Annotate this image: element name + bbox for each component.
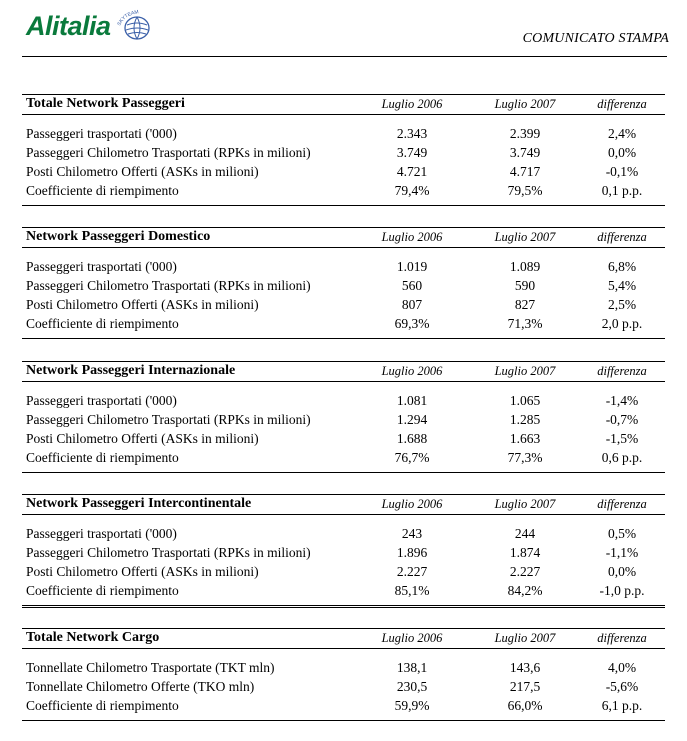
- value-2006: 76,7%: [394, 450, 430, 465]
- column-header-2007: Luglio 2007: [494, 497, 556, 511]
- value-diff: 0,6 p.p.: [601, 450, 643, 465]
- row-label: Passeggeri trasportati ('000): [26, 259, 177, 274]
- value-2007: 1.285: [509, 412, 541, 427]
- value-2007: 71,3%: [507, 316, 543, 331]
- column-header-diff: differenza: [597, 631, 647, 645]
- value-diff: 0,0%: [607, 145, 637, 160]
- value-2006: 1.896: [396, 545, 428, 560]
- value-2007: 1.874: [509, 545, 541, 560]
- table-row: [22, 562, 665, 581]
- value-2006: 3.749: [396, 145, 428, 160]
- row-label: Coefficiente di riempimento: [26, 698, 179, 713]
- column-header-2007: Luglio 2007: [494, 97, 556, 111]
- value-diff: -1,4%: [605, 393, 639, 408]
- table-row: [22, 295, 665, 314]
- table-row: [22, 276, 665, 295]
- section-title: Network Passeggeri Domestico: [26, 229, 211, 244]
- row-label: Tonnellate Chilometro Offerte (TKO mln): [26, 679, 255, 694]
- row-label: Posti Chilometro Offerti (ASKs in milioni): [26, 164, 259, 179]
- value-diff: 6,1 p.p.: [601, 698, 643, 713]
- value-2006: 807: [401, 297, 423, 312]
- header-rule: [22, 56, 667, 57]
- row-label: Passeggeri Chilometro Trasportati (RPKs in milioni): [26, 145, 311, 160]
- section-header: [22, 94, 665, 115]
- column-header-2007: Luglio 2007: [494, 364, 556, 378]
- value-diff: 2,4%: [607, 126, 637, 141]
- value-diff: -0,7%: [605, 412, 639, 427]
- section-rule: [22, 472, 665, 473]
- value-2007: 77,3%: [507, 450, 543, 465]
- row-label: Coefficiente di riempimento: [26, 450, 179, 465]
- row-label: Passeggeri Chilometro Trasportati (RPKs in milioni): [26, 412, 311, 427]
- section-title: Totale Network Cargo: [26, 630, 160, 645]
- table-row: [22, 581, 665, 600]
- value-diff: -5,6%: [605, 679, 639, 694]
- value-2006: 85,1%: [394, 583, 430, 598]
- table-row: [22, 257, 665, 276]
- row-label: Tonnellate Chilometro Trasportate (TKT mln): [26, 660, 275, 675]
- value-2006: 1.294: [396, 412, 428, 427]
- value-2006: 243: [401, 526, 423, 541]
- value-2007: 79,5%: [507, 183, 543, 198]
- value-2007: 4.717: [509, 164, 541, 179]
- value-2007: 1.065: [509, 393, 541, 408]
- value-2007: 217,5: [509, 679, 541, 694]
- value-diff: 2,0 p.p.: [601, 316, 643, 331]
- column-header-2007: Luglio 2007: [494, 631, 556, 645]
- document-header: [0, 0, 687, 60]
- value-2006: 4.721: [396, 164, 428, 179]
- table-row: [22, 696, 665, 715]
- value-diff: 4,0%: [607, 660, 637, 675]
- alitalia-logo: [26, 8, 155, 44]
- section-rule: [22, 205, 665, 206]
- section-header: [22, 227, 665, 248]
- section-network-passeggeri-domestico: [22, 227, 665, 339]
- section-header: [22, 361, 665, 382]
- section-header: [22, 494, 665, 515]
- value-diff: 0,1 p.p.: [601, 183, 643, 198]
- section-title: Network Passeggeri Internazionale: [26, 363, 236, 378]
- row-label: Posti Chilometro Offerti (ASKs in milioni): [26, 564, 259, 579]
- row-label: Passeggeri trasportati ('000): [26, 393, 177, 408]
- table-row: [22, 677, 665, 696]
- column-header-diff: differenza: [597, 364, 647, 378]
- value-2007: 2.227: [509, 564, 541, 579]
- value-2006: 230,5: [396, 679, 428, 694]
- svg-text:SKYTEAM: SKYTEAM: [115, 9, 139, 27]
- table-row: [22, 429, 665, 448]
- row-label: Passeggeri trasportati ('000): [26, 526, 177, 541]
- section-title: Network Passeggeri Intercontinentale: [26, 496, 252, 511]
- section-header: [22, 628, 665, 649]
- table-row: [22, 543, 665, 562]
- value-2006: 79,4%: [394, 183, 430, 198]
- value-diff: -0,1%: [605, 164, 639, 179]
- row-label: Posti Chilometro Offerti (ASKs in milioni): [26, 297, 259, 312]
- value-2007: 3.749: [509, 145, 541, 160]
- table-row: [22, 181, 665, 200]
- column-header-2006: Luglio 2006: [381, 97, 443, 111]
- section-rule: [22, 720, 665, 721]
- value-2006: 59,9%: [394, 698, 430, 713]
- column-header-diff: differenza: [597, 497, 647, 511]
- table-row: [22, 314, 665, 333]
- value-diff: 0,5%: [607, 526, 637, 541]
- value-2006: 560: [401, 278, 423, 293]
- section-network-passeggeri-internazionale: [22, 361, 665, 473]
- row-label: Passeggeri trasportati ('000): [26, 126, 177, 141]
- value-2006: 1.688: [396, 431, 428, 446]
- column-header-2007: Luglio 2007: [494, 230, 556, 244]
- row-label: Coefficiente di riempimento: [26, 183, 179, 198]
- value-2006: 2.227: [396, 564, 428, 579]
- value-2007: 1.663: [509, 431, 541, 446]
- value-diff: 6,8%: [607, 259, 637, 274]
- row-label: Coefficiente di riempimento: [26, 316, 179, 331]
- row-label: Coefficiente di riempimento: [26, 583, 179, 598]
- value-2007: 84,2%: [507, 583, 543, 598]
- value-2006: 1.019: [396, 259, 428, 274]
- value-2007: 143,6: [509, 660, 541, 675]
- row-label: Passeggeri Chilometro Trasportati (RPKs in milioni): [26, 545, 311, 560]
- table-row: [22, 124, 665, 143]
- value-2006: 1.081: [396, 393, 428, 408]
- value-2007: 1.089: [509, 259, 541, 274]
- value-diff: 5,4%: [607, 278, 637, 293]
- column-header-2006: Luglio 2006: [381, 631, 443, 645]
- skyteam-globe-icon: [115, 9, 155, 43]
- press-release-label: COMUNICATO STAMPA: [522, 31, 669, 46]
- logo-wordmark: Alitalia: [26, 10, 111, 41]
- column-header-2006: Luglio 2006: [381, 230, 443, 244]
- section-title: Totale Network Passeggeri: [26, 96, 185, 111]
- value-2007: 590: [514, 278, 536, 293]
- column-header-diff: differenza: [597, 230, 647, 244]
- table-row: [22, 162, 665, 181]
- column-header-2006: Luglio 2006: [381, 497, 443, 511]
- row-label: Posti Chilometro Offerti (ASKs in milioni): [26, 431, 259, 446]
- section-totale-network-passeggeri: [22, 94, 665, 206]
- table-row: [22, 391, 665, 410]
- value-diff: -1,0 p.p.: [599, 583, 645, 598]
- value-diff: 0,0%: [607, 564, 637, 579]
- section-rule: [22, 338, 665, 339]
- table-row: [22, 658, 665, 677]
- table-row: [22, 448, 665, 467]
- value-2007: 66,0%: [507, 698, 543, 713]
- table-row: [22, 524, 665, 543]
- table-row: [22, 143, 665, 162]
- value-diff: -1,1%: [605, 545, 639, 560]
- value-diff: -1,5%: [605, 431, 639, 446]
- value-2007: 244: [514, 526, 536, 541]
- value-2006: 69,3%: [394, 316, 430, 331]
- value-2006: 138,1: [396, 660, 428, 675]
- value-2006: 2.343: [396, 126, 428, 141]
- table-row: [22, 410, 665, 429]
- column-header-2006: Luglio 2006: [381, 364, 443, 378]
- row-label: Passeggeri Chilometro Trasportati (RPKs in milioni): [26, 278, 311, 293]
- value-2007: 2.399: [509, 126, 541, 141]
- section-network-passeggeri-intercontinentale: [22, 494, 665, 608]
- section-totale-network-cargo: [22, 628, 665, 721]
- section-double-rule: [22, 605, 665, 608]
- value-2007: 827: [514, 297, 536, 312]
- column-header-diff: differenza: [597, 97, 647, 111]
- value-diff: 2,5%: [607, 297, 637, 312]
